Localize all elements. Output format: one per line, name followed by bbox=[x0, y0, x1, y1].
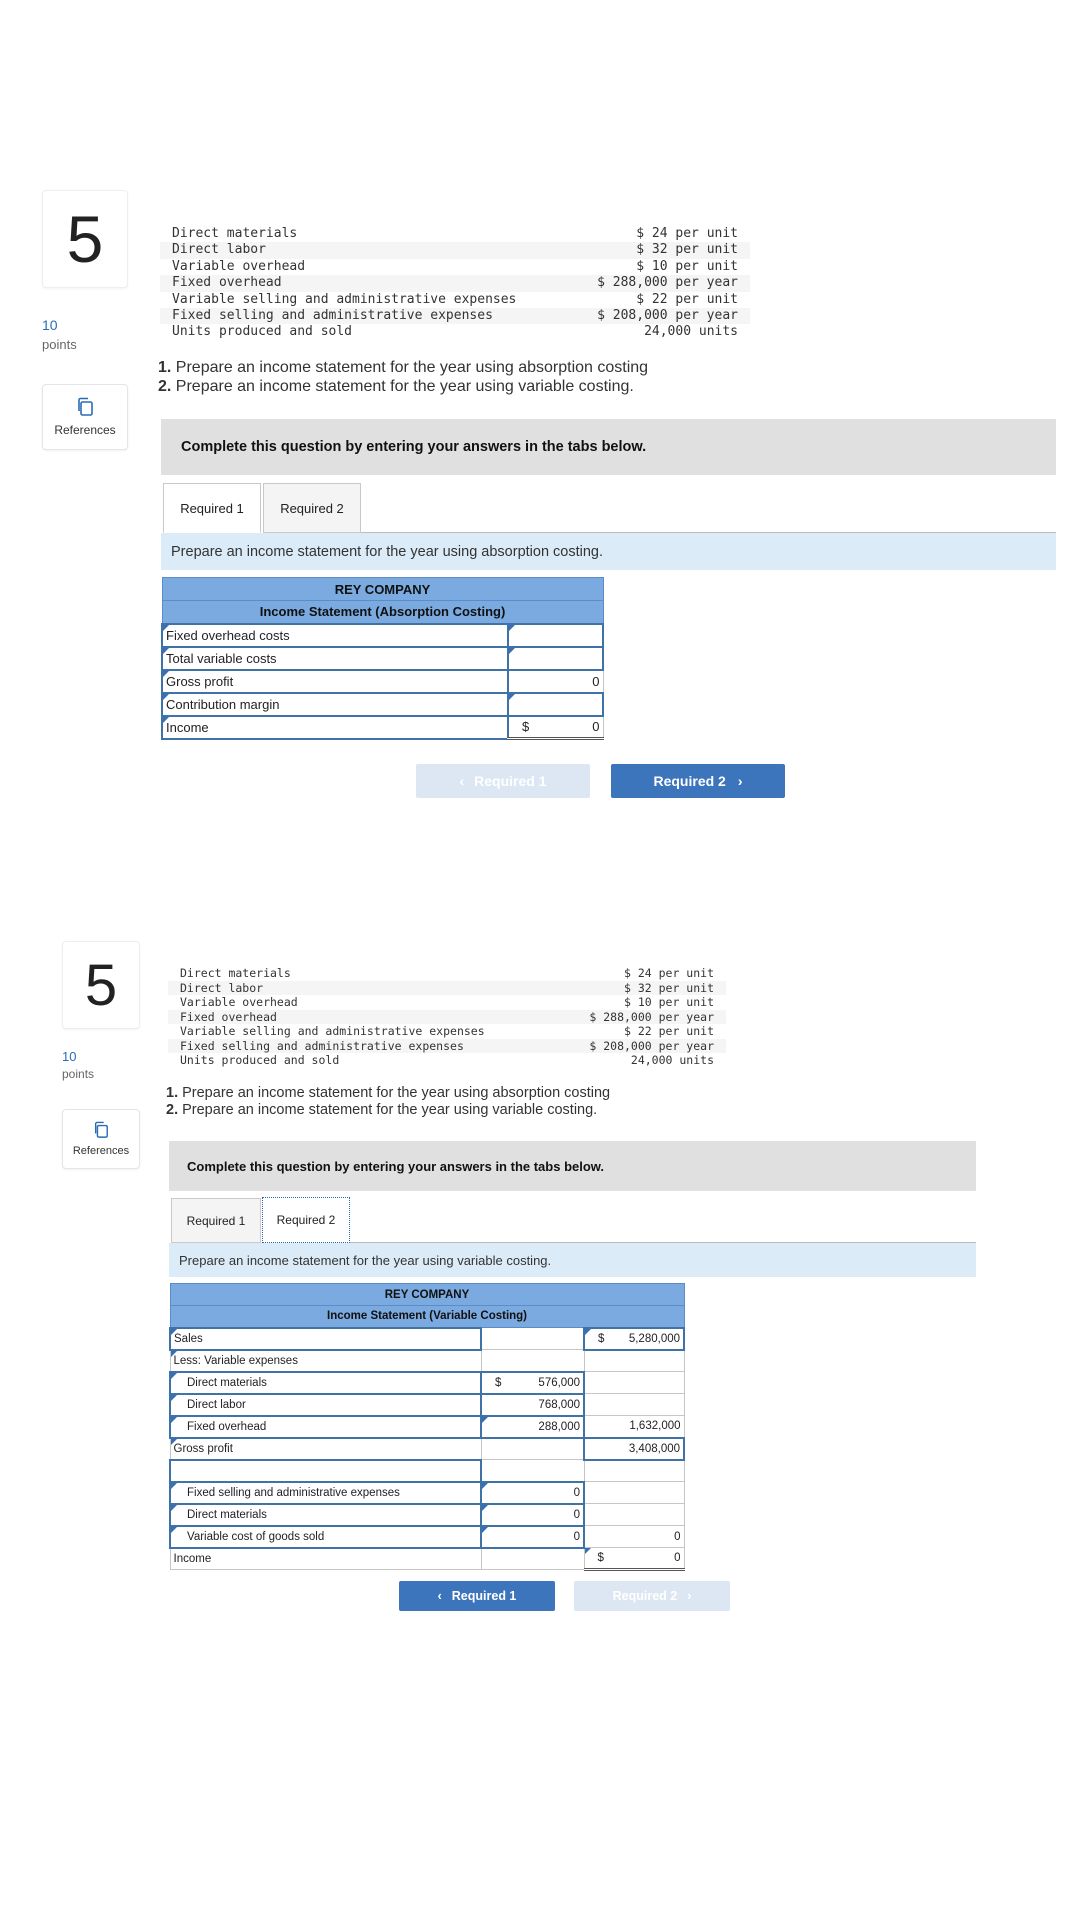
tabs-banner: Complete this question by entering your answers in the tabs below. bbox=[169, 1141, 976, 1191]
given-row: Units produced and sold 24,000 units bbox=[172, 324, 738, 340]
given-row: Variable selling and administrative expenses $ 22 per unit bbox=[172, 291, 738, 307]
given-row: Variable overhead $ 10 per unit bbox=[180, 995, 714, 1009]
amount-input[interactable]: 288,000 bbox=[481, 1416, 584, 1438]
empty-cell bbox=[584, 1460, 684, 1482]
table-row bbox=[170, 1548, 684, 1570]
references-label: References bbox=[72, 1145, 130, 1157]
given-data-table bbox=[168, 966, 726, 1068]
references-button[interactable] bbox=[42, 384, 128, 450]
points-label: points bbox=[42, 337, 77, 352]
amount-input[interactable] bbox=[508, 624, 603, 647]
table-row bbox=[170, 1394, 684, 1416]
given-row: Fixed overhead $ 288,000 per year bbox=[168, 1010, 726, 1025]
row-label: Less: Variable expenses bbox=[170, 1350, 481, 1372]
dollar-sign: $ bbox=[598, 1332, 605, 1345]
row-label-select[interactable]: Direct materials bbox=[170, 1504, 481, 1526]
amount-input[interactable]: 0 bbox=[481, 1526, 584, 1548]
amount-input[interactable] bbox=[508, 647, 603, 670]
instructions: 1. Prepare an income statement for the year using absorption costing 2. Prepare an income statement for the year using variable costing. bbox=[158, 359, 649, 395]
row-label-select[interactable]: Gross profit bbox=[162, 670, 508, 693]
empty-cell bbox=[481, 1460, 584, 1482]
points-value: 10 bbox=[42, 317, 58, 333]
table-row bbox=[170, 1526, 684, 1548]
tab-required-2[interactable]: Required 2 bbox=[262, 1197, 350, 1243]
dollar-sign: $ bbox=[597, 1552, 604, 1564]
empty-cell bbox=[481, 1328, 584, 1350]
table-row bbox=[170, 1328, 684, 1350]
empty-cell bbox=[584, 1504, 684, 1526]
table-row bbox=[170, 1460, 684, 1482]
prev-button: ‹ Required 1 bbox=[416, 764, 590, 798]
row-label-select[interactable]: Contribution margin bbox=[162, 693, 508, 716]
table-row bbox=[170, 1482, 684, 1504]
row-label-select[interactable]: Direct labor bbox=[170, 1394, 481, 1416]
points-label: points bbox=[62, 1067, 95, 1081]
dollar-sign: $ bbox=[522, 719, 530, 735]
row-label-select[interactable]: Income bbox=[162, 716, 508, 739]
chevron-left-icon: ‹ bbox=[437, 1589, 442, 1603]
row-label-select[interactable]: Variable cost of goods sold bbox=[170, 1526, 481, 1548]
empty-cell bbox=[584, 1350, 684, 1372]
amount-input[interactable]: 768,000 bbox=[481, 1394, 584, 1416]
given-row: Variable selling and administrative expenses $ 22 per unit bbox=[180, 1024, 714, 1038]
computed-amount: 0 bbox=[584, 1526, 684, 1548]
row-label-select[interactable]: Direct materials bbox=[170, 1372, 481, 1394]
computed-amount: 0 bbox=[508, 670, 603, 693]
row-label: Gross profit bbox=[170, 1438, 481, 1460]
instruction-prompt: Prepare an income statement for the year using variable costing. bbox=[169, 1243, 976, 1277]
copy-icon bbox=[76, 397, 94, 417]
amount-input[interactable] bbox=[508, 693, 603, 716]
question-number: 5 bbox=[42, 190, 128, 288]
amount-input[interactable]: $ 576,000 bbox=[481, 1372, 584, 1394]
tabs-banner: Complete this question by entering your answers in the tabs below. bbox=[161, 419, 1056, 475]
references-button[interactable] bbox=[62, 1109, 140, 1169]
row-label-select[interactable] bbox=[170, 1460, 481, 1482]
income-amount: $ 0 bbox=[508, 716, 603, 739]
copy-icon bbox=[93, 1121, 109, 1139]
given-row: Direct labor $ 32 per unit bbox=[160, 242, 750, 258]
row-label-select[interactable]: Sales bbox=[170, 1328, 481, 1350]
dollar-sign: $ bbox=[495, 1376, 502, 1389]
table-row bbox=[162, 624, 603, 647]
table-row bbox=[162, 670, 603, 693]
computed-amount: 3,408,000 bbox=[584, 1438, 684, 1460]
amount-input[interactable]: 0 bbox=[481, 1504, 584, 1526]
tab-required-1[interactable]: Required 1 bbox=[163, 483, 261, 533]
tab-required-1[interactable]: Required 1 bbox=[171, 1198, 261, 1243]
income-amount: $ 0 bbox=[584, 1548, 684, 1570]
empty-cell bbox=[584, 1394, 684, 1416]
row-label-select[interactable]: Fixed overhead bbox=[170, 1416, 481, 1438]
given-row: Fixed selling and administrative expenses $ 208,000 per year bbox=[160, 308, 750, 324]
row-label: Income bbox=[170, 1548, 481, 1570]
given-row: Direct labor $ 32 per unit bbox=[168, 981, 726, 996]
row-label-select[interactable]: Fixed selling and administrative expenses bbox=[170, 1482, 481, 1504]
given-data-table bbox=[160, 226, 750, 341]
company-name: REY COMPANY bbox=[170, 1284, 684, 1306]
empty-cell bbox=[481, 1438, 584, 1460]
table-row bbox=[170, 1350, 684, 1372]
question-number: 5 bbox=[62, 941, 140, 1029]
empty-cell bbox=[584, 1372, 684, 1394]
given-row: Variable overhead $ 10 per unit bbox=[172, 258, 738, 274]
given-row: Direct materials $ 24 per unit bbox=[180, 966, 714, 980]
company-name: REY COMPANY bbox=[162, 578, 603, 601]
amount-input[interactable]: 0 bbox=[481, 1482, 584, 1504]
row-label-select[interactable]: Total variable costs bbox=[162, 647, 508, 670]
table-row bbox=[170, 1438, 684, 1460]
amount-input[interactable]: $ 5,280,000 bbox=[584, 1328, 684, 1350]
given-row: Units produced and sold 24,000 units bbox=[180, 1053, 714, 1067]
table-row bbox=[170, 1504, 684, 1526]
tab-required-2[interactable]: Required 2 bbox=[263, 483, 361, 533]
income-statement-variable bbox=[169, 1283, 685, 1571]
empty-cell bbox=[481, 1548, 584, 1570]
table-row bbox=[162, 716, 603, 739]
chevron-right-icon: › bbox=[687, 1589, 692, 1603]
empty-cell bbox=[584, 1482, 684, 1504]
instruction-prompt: Prepare an income statement for the year using absorption costing. bbox=[161, 533, 1056, 570]
row-label-select[interactable]: Fixed overhead costs bbox=[162, 624, 508, 647]
instructions: 1. Prepare an income statement for the year using absorption costing 2. Prepare an income statement for the year using variable costing. bbox=[166, 1085, 611, 1118]
computed-amount: 1,632,000 bbox=[584, 1416, 684, 1438]
empty-cell bbox=[481, 1350, 584, 1372]
given-row: Fixed selling and administrative expenses $ 208,000 per year bbox=[168, 1039, 726, 1054]
next-button[interactable]: Required 2 › bbox=[611, 764, 785, 798]
table-row bbox=[170, 1372, 684, 1394]
table-row bbox=[162, 647, 603, 670]
given-row: Fixed overhead $ 288,000 per year bbox=[160, 275, 750, 291]
statement-title: Income Statement (Variable Costing) bbox=[170, 1306, 684, 1328]
next-button: Required 2 › bbox=[574, 1581, 730, 1611]
prev-button[interactable]: ‹ Required 1 bbox=[399, 1581, 555, 1611]
references-label: References bbox=[54, 423, 116, 437]
given-row: Direct materials $ 24 per unit bbox=[172, 226, 738, 241]
statement-title: Income Statement (Absorption Costing) bbox=[162, 601, 603, 624]
points-value: 10 bbox=[62, 1049, 77, 1064]
table-row bbox=[162, 693, 603, 716]
chevron-right-icon: › bbox=[737, 773, 743, 789]
chevron-left-icon: ‹ bbox=[459, 773, 465, 789]
income-statement-absorption bbox=[161, 577, 604, 740]
table-row bbox=[170, 1416, 684, 1438]
